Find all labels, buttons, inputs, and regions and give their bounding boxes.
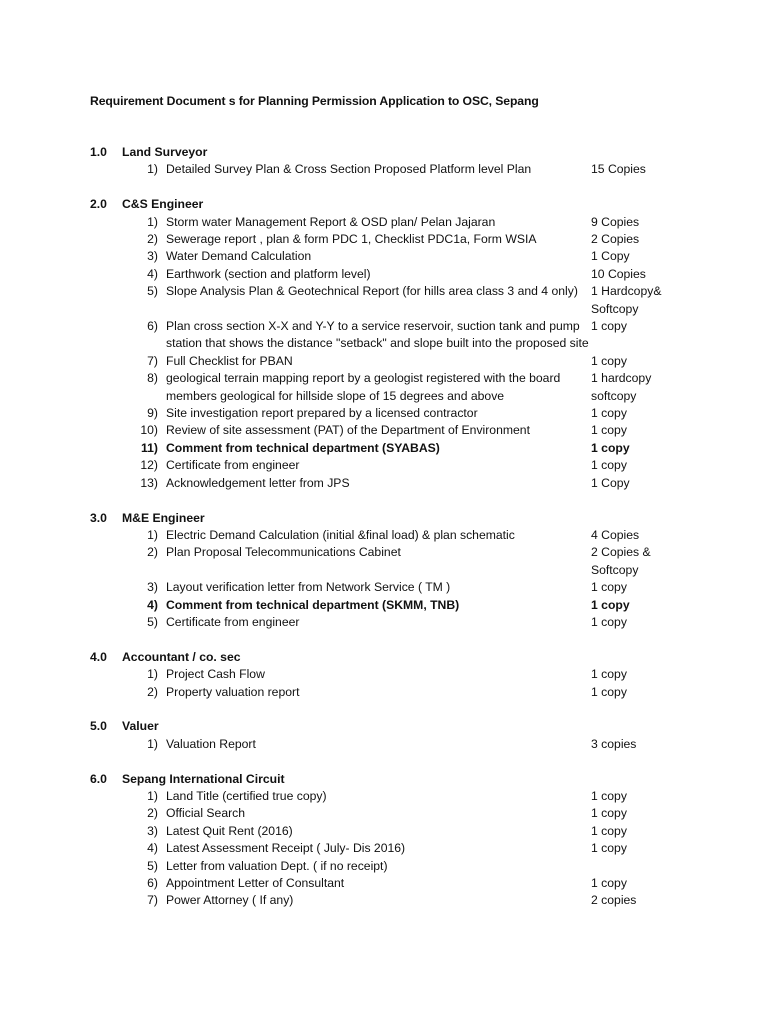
section-title: Accountant / co. sec [122, 649, 241, 664]
item-description: Earthwork (section and platform level) [166, 266, 371, 281]
list-item [90, 370, 690, 405]
item-number: 2) [147, 806, 158, 821]
item-number: 12) [140, 458, 158, 473]
item-number: 3) [147, 249, 158, 264]
section-number: 6.0 [90, 771, 107, 786]
item-description: Project Cash Flow [166, 667, 265, 682]
requirements-list [90, 144, 690, 927]
item-number: 1) [147, 214, 158, 229]
document-title: Requirement Document s for Planning Permission Application to OSC, Sepang [90, 94, 539, 108]
item-description: Storm water Management Report & OSD plan/ Pelan Jajaran [166, 214, 496, 229]
list-item [90, 440, 690, 457]
list-item [90, 266, 690, 283]
item-description: Acknowledgement letter from JPS [166, 475, 350, 490]
item-quantity: 1 copy [591, 667, 627, 682]
item-description: Land Title (certified true copy) [166, 788, 327, 803]
item-description: Comment from technical department (SYABAS) [166, 440, 440, 455]
list-item [90, 248, 690, 265]
list-item [90, 858, 690, 875]
item-number: 5) [147, 284, 158, 299]
item-quantity: 3 copies [591, 736, 637, 751]
item-quantity: 1 copy [591, 580, 627, 595]
item-description: Review of site assessment (PAT) of the Department of Environment [166, 423, 530, 438]
section-number: 4.0 [90, 649, 107, 664]
list-item [90, 579, 690, 596]
item-quantity: 1 Copy [591, 249, 630, 264]
section [90, 144, 690, 179]
list-item [90, 892, 690, 909]
item-number: 1) [147, 527, 158, 542]
item-number: 1) [147, 667, 158, 682]
list-item [90, 684, 690, 701]
item-quantity: 1 copy [591, 614, 627, 629]
list-item [90, 475, 690, 492]
item-number: 9) [147, 406, 158, 421]
item-quantity: 1 Copy [591, 475, 630, 490]
item-quantity: 1 copy [591, 353, 627, 368]
item-quantity: 15 Copies [591, 162, 646, 177]
item-number: 3) [147, 823, 158, 838]
item-number: 5) [147, 614, 158, 629]
item-quantity: 1 copy [591, 684, 627, 699]
item-quantity: 1 copy [591, 319, 627, 334]
section-heading [90, 510, 690, 527]
item-quantity: 2 Copies & Softcopy [591, 545, 651, 577]
section [90, 718, 690, 753]
list-item [90, 283, 690, 318]
item-quantity: 9 Copies [591, 214, 640, 229]
item-number: 1) [147, 162, 158, 177]
item-number: 7) [147, 893, 158, 908]
list-item [90, 614, 690, 631]
section [90, 196, 690, 492]
section-heading [90, 196, 690, 213]
section-heading [90, 718, 690, 735]
item-number: 4) [147, 266, 158, 281]
item-description: Official Search [166, 806, 246, 821]
list-item [90, 161, 690, 178]
item-quantity: 1 copy [591, 406, 627, 421]
list-item [90, 353, 690, 370]
item-description: Slope Analysis Plan & Geotechnical Report (for hills area class 3 and 4 only) [166, 284, 578, 299]
item-description: Detailed Survey Plan & Cross Section Proposed Platform level Plan [166, 162, 532, 177]
item-quantity: 2 Copies [591, 232, 640, 247]
list-item [90, 405, 690, 422]
list-item [90, 805, 690, 822]
list-item [90, 214, 690, 231]
item-description: Latest Quit Rent (2016) [166, 823, 293, 838]
list-item [90, 457, 690, 474]
item-number: 10) [140, 423, 158, 438]
list-item [90, 736, 690, 753]
item-description: Appointment Letter of Consultant [166, 875, 345, 890]
item-description: Site investigation report prepared by a licensed contractor [166, 406, 478, 421]
item-number: 6) [147, 875, 158, 890]
item-quantity: 1 copy [591, 597, 630, 612]
item-description: Certificate from engineer [166, 614, 300, 629]
item-description: Letter from valuation Dept. ( if no receipt) [166, 858, 388, 873]
item-description: Comment from technical department (SKMM, TNB) [166, 597, 460, 612]
item-description: Full Checklist for PBAN [166, 353, 293, 368]
item-quantity: 1 copy [591, 458, 627, 473]
item-quantity: 2 copies [591, 893, 637, 908]
item-quantity: 1 copy [591, 841, 627, 856]
item-description: Sewerage report , plan & form PDC 1, Checklist PDC1a, Form WSIA [166, 232, 537, 247]
item-quantity: 1 copy [591, 440, 630, 455]
item-quantity: 1 copy [591, 823, 627, 838]
section-heading [90, 144, 690, 161]
item-description: geological terrain mapping report by a geologist registered with the board members geological for hillside slope of 15 degrees and above [166, 371, 561, 403]
section-title: C&S Engineer [122, 197, 204, 212]
item-number: 3) [147, 580, 158, 595]
item-number: 5) [147, 858, 158, 873]
item-number: 6) [147, 319, 158, 334]
list-item [90, 544, 690, 579]
item-quantity: 1 Hardcopy& Softcopy [591, 284, 662, 316]
section-title: M&E Engineer [122, 510, 205, 525]
item-quantity: 1 copy [591, 806, 627, 821]
item-description: Latest Assessment Receipt ( July- Dis 2016) [166, 841, 406, 856]
list-item [90, 422, 690, 439]
section [90, 649, 690, 701]
section-number: 1.0 [90, 145, 107, 159]
item-description: Certificate from engineer [166, 458, 300, 473]
item-description: Plan cross section X-X and Y-Y to a service reservoir, suction tank and pump station that shows the distance "setback" and slope built into the proposed site [166, 319, 589, 351]
item-number: 13) [140, 475, 158, 490]
section-title: Valuer [122, 719, 159, 734]
section-title: Sepang International Circuit [122, 771, 285, 786]
list-item [90, 318, 690, 353]
item-description: Layout verification letter from Network Service ( TM ) [166, 580, 451, 595]
item-number: 2) [147, 684, 158, 699]
item-quantity: 1 hardcopy softcopy [591, 371, 652, 403]
list-item [90, 597, 690, 614]
item-description: Water Demand Calculation [166, 249, 312, 264]
item-number: 4) [147, 597, 158, 612]
section-title: Land Surveyor [122, 145, 208, 159]
item-description: Valuation Report [166, 736, 256, 751]
section [90, 771, 690, 910]
list-item [90, 231, 690, 248]
list-item [90, 823, 690, 840]
item-number: 7) [147, 353, 158, 368]
section-number: 5.0 [90, 719, 107, 734]
list-item [90, 527, 690, 544]
list-item [90, 666, 690, 683]
item-number: 2) [147, 232, 158, 247]
item-number: 2) [147, 545, 158, 560]
item-quantity: 4 Copies [591, 527, 640, 542]
item-description: Power Attorney ( If any) [166, 893, 294, 908]
item-quantity: 10 Copies [591, 266, 646, 281]
item-number: 4) [147, 841, 158, 856]
section-heading [90, 649, 690, 666]
item-number: 1) [147, 736, 158, 751]
list-item [90, 788, 690, 805]
list-item [90, 875, 690, 892]
section [90, 510, 690, 632]
section-number: 3.0 [90, 510, 107, 525]
section-heading [90, 771, 690, 788]
list-item [90, 840, 690, 857]
item-description: Plan Proposal Telecommunications Cabinet [166, 545, 401, 560]
item-quantity: 1 copy [591, 423, 627, 438]
item-quantity: 1 copy [591, 788, 627, 803]
item-number: 8) [147, 371, 158, 386]
item-quantity [591, 858, 690, 875]
item-description: Electric Demand Calculation (initial &final load) & plan schematic [166, 527, 515, 542]
item-description: Property valuation report [166, 684, 300, 699]
item-quantity: 1 copy [591, 875, 627, 890]
section-number: 2.0 [90, 197, 107, 212]
item-number: 1) [147, 788, 158, 803]
item-number: 11) [141, 440, 158, 455]
